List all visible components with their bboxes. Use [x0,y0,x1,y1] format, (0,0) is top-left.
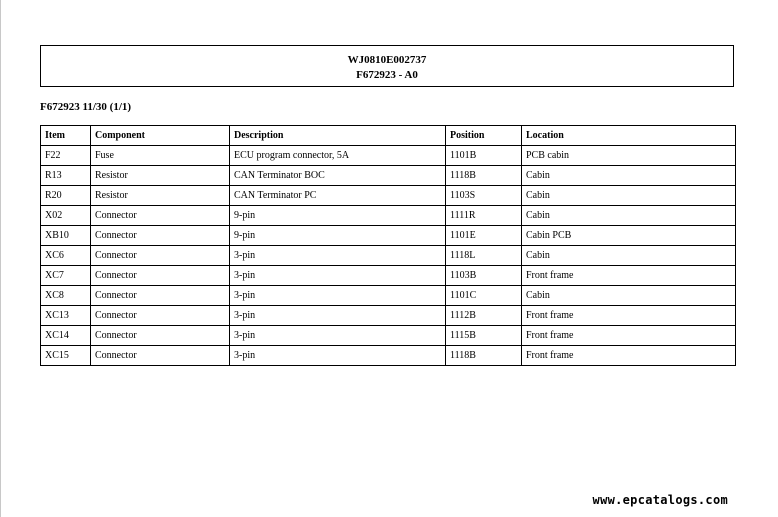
table-row [41,206,736,226]
cell-item: F22 [41,146,91,166]
cell-location: Front frame [522,326,736,346]
cell-component: Connector [91,226,230,246]
cell-description: 3-pin [230,286,446,306]
watermark-url: www.epcatalogs.com [592,493,728,507]
cell-description: 9-pin [230,226,446,246]
cell-location: Cabin [522,186,736,206]
components-table [40,125,736,366]
cell-position: 1118L [446,246,522,266]
cell-location: Front frame [522,266,736,286]
cell-position: 1101B [446,146,522,166]
cell-component: Connector [91,266,230,286]
cell-position: 1115B [446,326,522,346]
cell-location: Cabin [522,166,736,186]
cell-position: 1101C [446,286,522,306]
cell-item: XC7 [41,266,91,286]
cell-description: 9-pin [230,206,446,226]
cell-item: XC13 [41,306,91,326]
cell-description: 3-pin [230,346,446,366]
table-row [41,326,736,346]
table-row [41,266,736,286]
sheet-reference: F672923 11/30 (1/1) [40,101,132,113]
cell-location: Cabin [522,286,736,306]
cell-component: Connector [91,326,230,346]
cell-component: Connector [91,346,230,366]
table-row [41,186,736,206]
cell-location: Front frame [522,306,736,326]
cell-location: Cabin PCB [522,226,736,246]
cell-position: 1103B [446,266,522,286]
cell-description: CAN Terminator BOC [230,166,446,186]
table-header-row [41,126,736,146]
cell-item: XC6 [41,246,91,266]
table-row [41,246,736,266]
cell-item: XC8 [41,286,91,306]
drawing-number: F672923 - A0 [356,69,418,81]
cell-position: 1118B [446,346,522,366]
cell-component: Connector [91,286,230,306]
cell-component: Connector [91,206,230,226]
table-row [41,346,736,366]
cell-item: XB10 [41,226,91,246]
cell-component: Connector [91,306,230,326]
table-row [41,286,736,306]
table-body [41,146,736,366]
column-header-component: Component [91,126,230,146]
cell-position: 1112B [446,306,522,326]
cell-location: Front frame [522,346,736,366]
cell-component: Resistor [91,186,230,206]
document-header-box [40,45,734,87]
cell-description: 3-pin [230,326,446,346]
cell-position: 1118B [446,166,522,186]
cell-item: XC15 [41,346,91,366]
cell-description: CAN Terminator PC [230,186,446,206]
cell-description: ECU program connector, 5A [230,146,446,166]
cell-location: PCB cabin [522,146,736,166]
cell-item: XC14 [41,326,91,346]
cell-item: R13 [41,166,91,186]
cell-position: 1101E [446,226,522,246]
cell-location: Cabin [522,206,736,226]
cell-position: 1111R [446,206,522,226]
table-row [41,226,736,246]
cell-component: Resistor [91,166,230,186]
table-row [41,306,736,326]
cell-item: X02 [41,206,91,226]
cell-item: R20 [41,186,91,206]
cell-component: Connector [91,246,230,266]
cell-description: 3-pin [230,266,446,286]
column-header-description: Description [230,126,446,146]
table-row [41,146,736,166]
cell-location: Cabin [522,246,736,266]
table-row [41,166,736,186]
column-header-location: Location [522,126,736,146]
document-code: WJ0810E002737 [347,54,427,66]
cell-description: 3-pin [230,246,446,266]
cell-position: 1103S [446,186,522,206]
cell-description: 3-pin [230,306,446,326]
column-header-item: Item [41,126,91,146]
column-header-position: Position [446,126,522,146]
cell-component: Fuse [91,146,230,166]
page-edge-rule [0,0,1,517]
